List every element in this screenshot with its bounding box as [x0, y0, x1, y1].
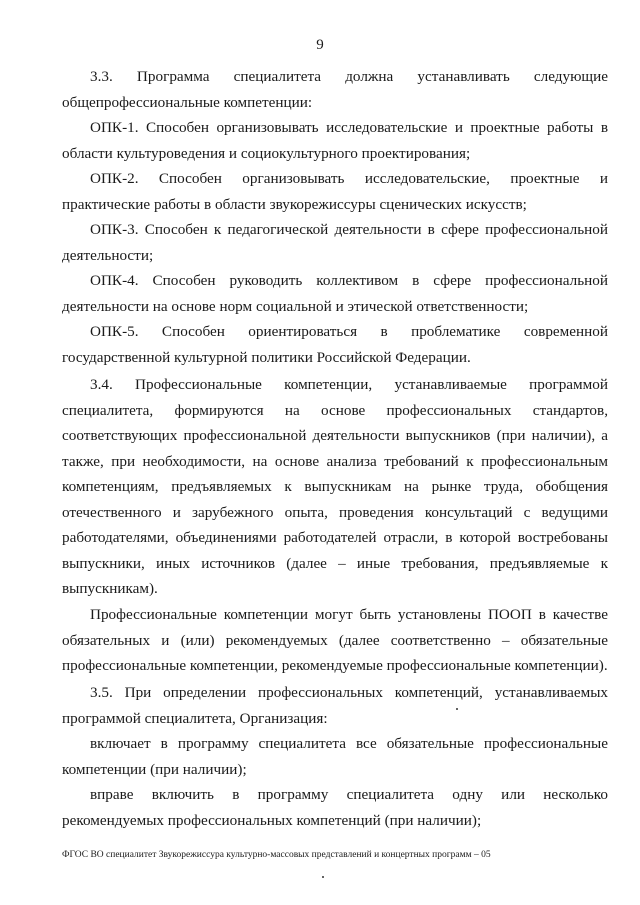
- paragraph-professional-competencies: Профессиональные компетенции могут быть установлены ПООП в качестве обязательных и (или) рекомендуемых (далее соответственно – обязательные профессиональные компетенции, рекомендуемые профессиональные компетенции).: [62, 606, 608, 674]
- paragraph-may-include: вправе включить в программу специалитета одну или несколько рекомендуемых профессиональных компетенций (при наличии);: [62, 786, 608, 829]
- footer-note: ФГОС ВО специалитет Звукорежиссура культурно-массовых представлений и концертных программ – 05: [62, 850, 491, 860]
- scan-speck: [322, 876, 324, 878]
- scan-speck: [456, 708, 458, 710]
- paragraph-3-5: 3.5. При определении профессиональных компетенций, устанавливаемых программой специалитета, Организация:: [62, 684, 608, 727]
- paragraph-includes: включает в программу специалитета все обязательные профессиональные компетенции (при наличии);: [62, 735, 608, 778]
- paragraph-opk-3: ОПК-3. Способен к педагогической деятельности в сфере профессиональной деятельности;: [62, 221, 608, 264]
- page-number: 9: [316, 37, 324, 53]
- paragraph-opk-2: ОПК-2. Способен организовывать исследовательские, проектные и практические работы в области звукорежиссуры сценических искусств;: [62, 170, 608, 213]
- paragraph-opk-5: ОПК-5. Способен ориентироваться в проблематике современной государственной культурной политики Российской Федерации.: [62, 323, 608, 366]
- paragraph-3-4: 3.4. Профессиональные компетенции, устанавливаемые программой специалитета, формируются на основе профессиональных стандартов, соответствующих профессиональной деятельности выпускников (при наличии), а также, при необходимости, на основе анализа требований к профессиональным компетенциям, предъявляемых к выпускникам на рынке труда, обобщения отечественного и зарубежного опыта, проведения консультаций с ведущими работодателями, объединениями работодателей отрасли, в которой востребованы выпускники, иных источников (далее – иные требования, предъявляемые к выпускникам).: [62, 376, 608, 597]
- paragraph-opk-1: ОПК-1. Способен организовывать исследовательские и проектные работы в области культуроведения и социокультурного проектирования;: [62, 119, 608, 162]
- paragraph-opk-4: ОПК-4. Способен руководить коллективом в сфере профессиональной деятельности на основе норм социальной и этической ответственности;: [62, 272, 608, 315]
- paragraph-3-3: 3.3. Программа специалитета должна устанавливать следующие общепрофессиональные компетенции:: [62, 68, 608, 111]
